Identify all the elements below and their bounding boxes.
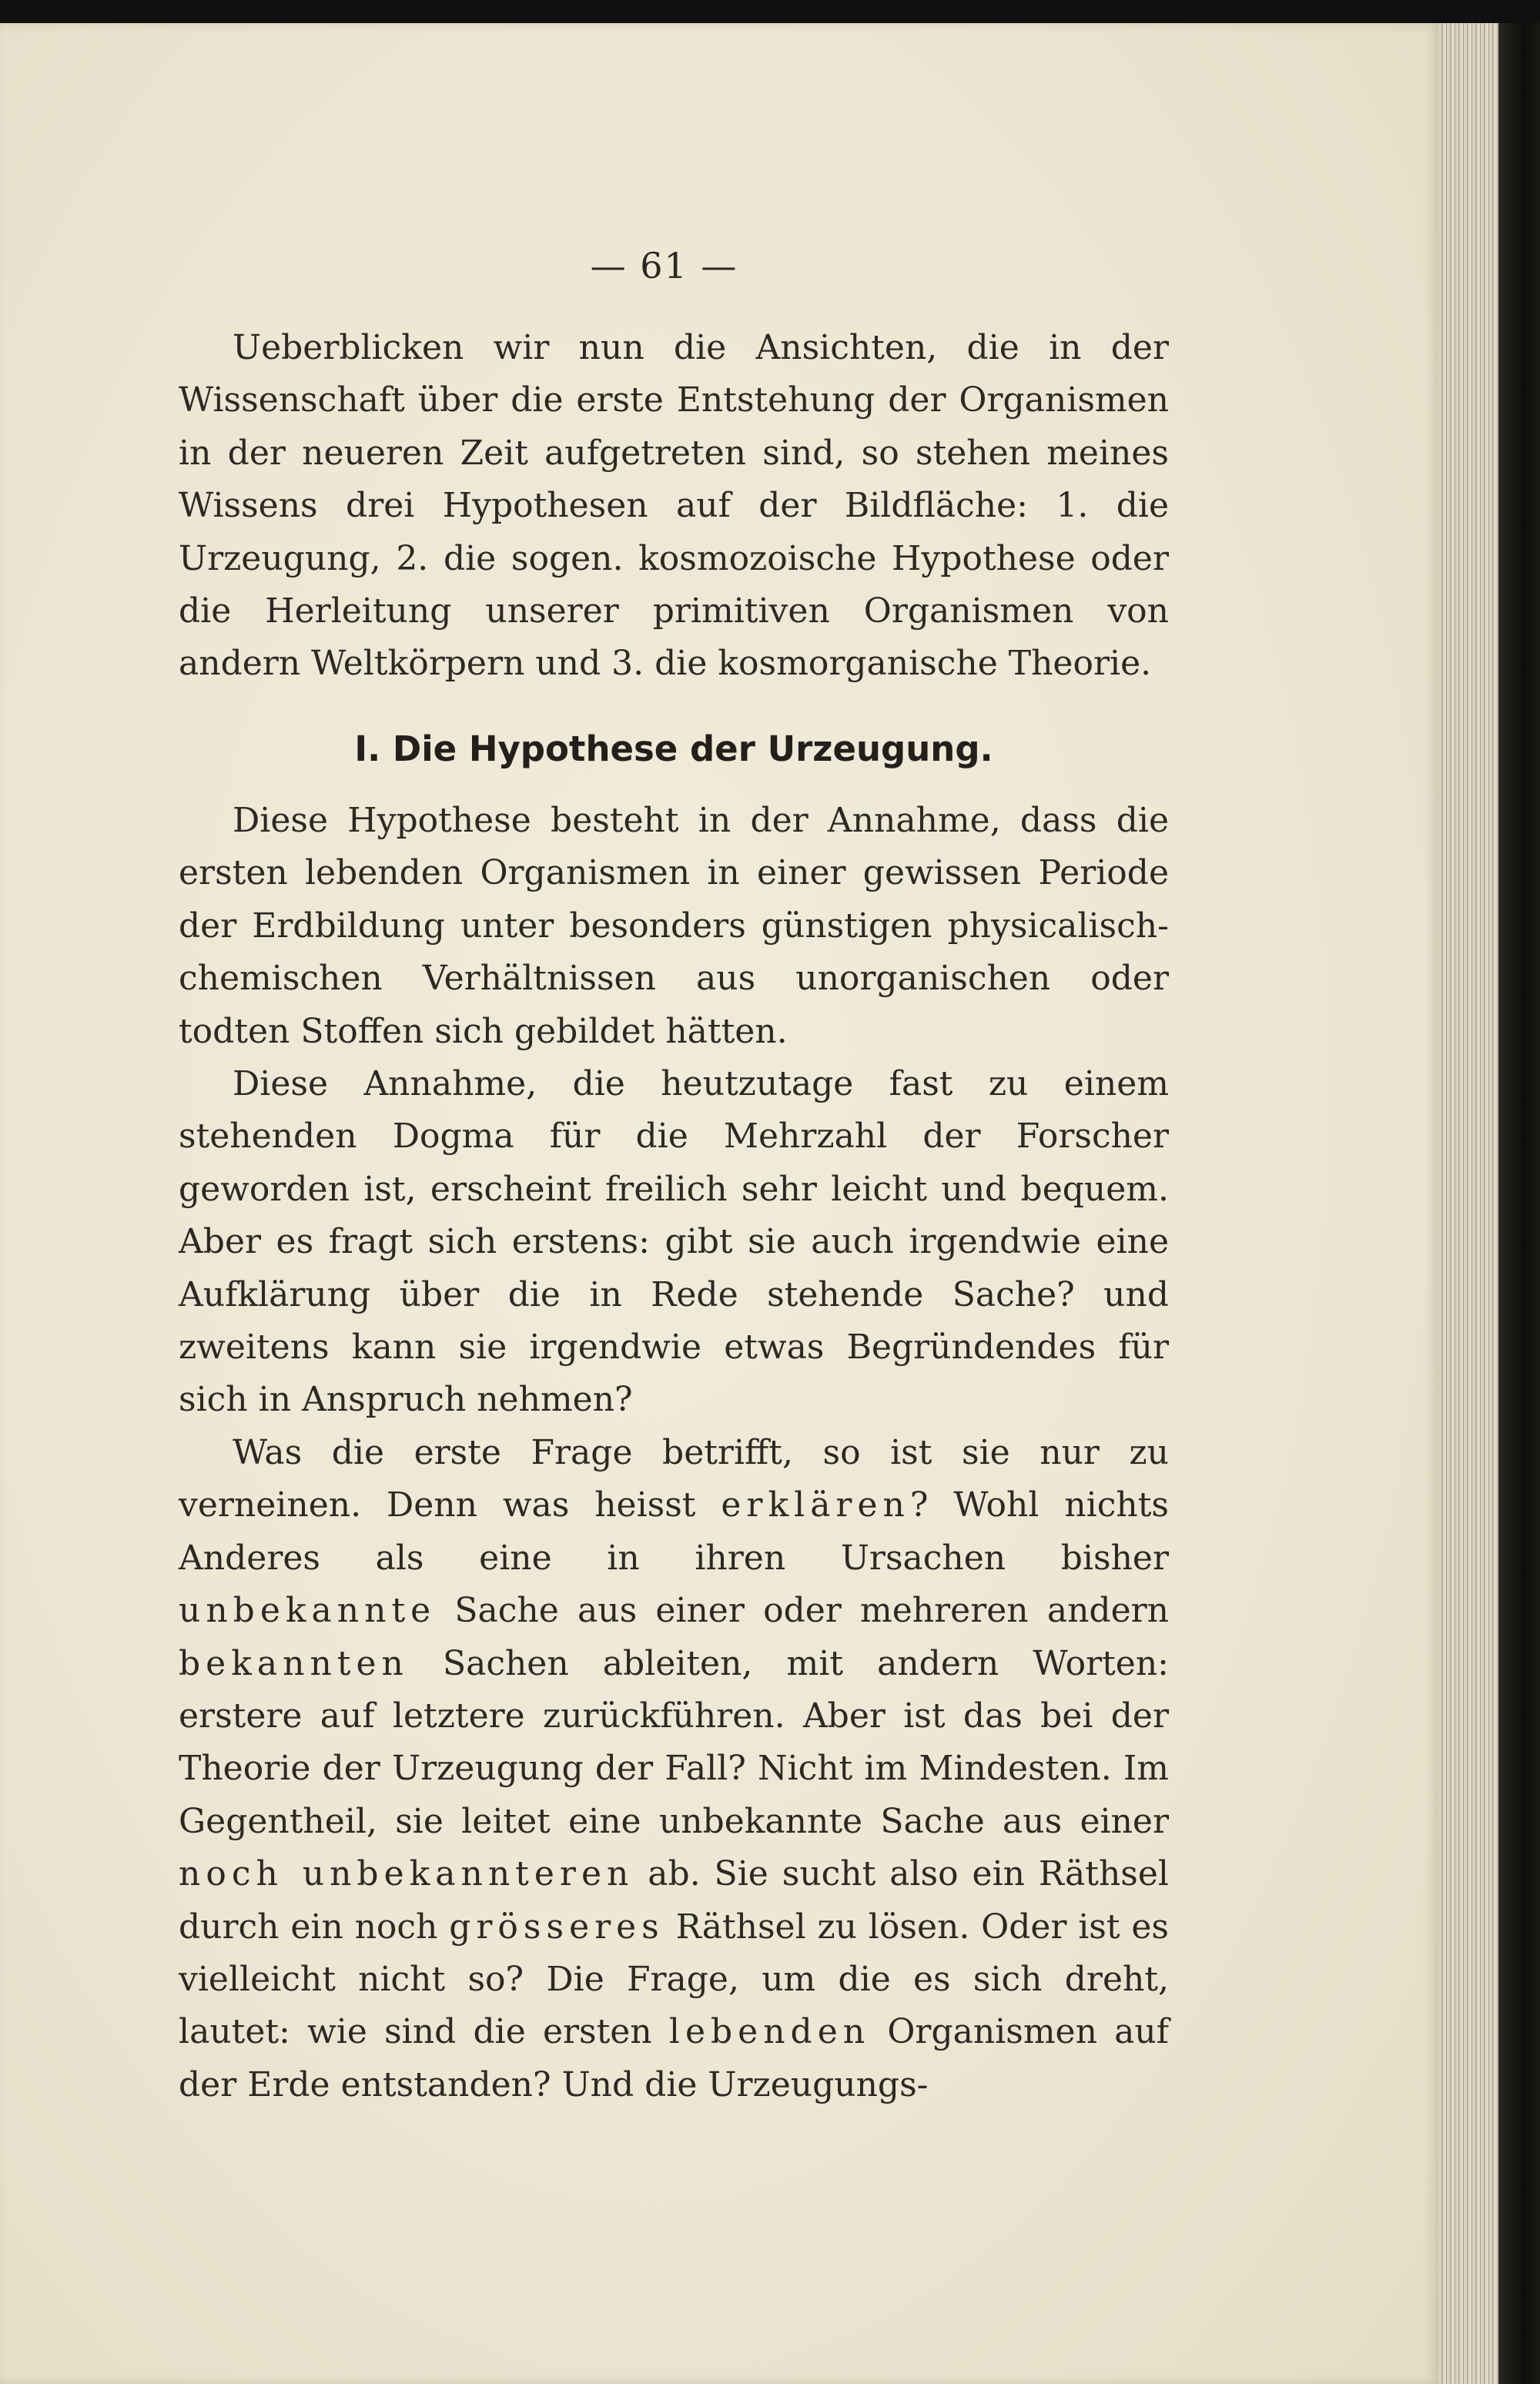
emphasis-noch-unbekannteren: noch unbekannteren (179, 1854, 634, 1894)
page-number: — 61 — (590, 245, 738, 286)
emphasis-lebenden: lebenden (668, 2012, 871, 2052)
text-run: Was die erste Frage betrifft, so ist sie nur zu verneinen. Denn was heisst (179, 1432, 1169, 1525)
body-paragraph-3 (179, 1427, 1169, 2111)
emphasis-erklaeren: erklären (721, 1485, 910, 1525)
text-run: ab. Sie sucht also ein Räthsel durch ein noch (179, 1854, 1169, 1947)
body-section (179, 795, 1169, 2111)
section-heading: I. Die Hypothese der Urzeugung. (354, 728, 993, 769)
text-run: Sache aus einer oder mehreren andern (436, 1591, 1169, 1631)
body-paragraph-1: Diese Hypothese besteht in der Annahme, dass die ersten lebenden Organismen in einer gewissen Periode der Erdbildung unter besonders günstigen physicalisch-chemischen Verhältnissen aus unorganischen oder todten Stoffen sich gebildet hätten. (179, 801, 1169, 1051)
intro-section (179, 322, 1169, 691)
text-run: Räthsel zu lösen. Oder ist es vielleicht nicht so? Die Frage, um die es sich dreht, lautet: wie sind die ersten (179, 1907, 1170, 2052)
text-run: Organismen auf der Erde entstanden? Und die Urzeugungs- (179, 2012, 1170, 2104)
page-edges (1438, 23, 1498, 2384)
text-run: Sachen ableiten, mit andern Worten: erstere auf letztere zurückführen. Aber ist das bei der Theorie der Urzeugung der Fall? Nicht im Mindesten. Im Gegentheil, sie leitet eine unbekannte Sache aus einer (179, 1643, 1169, 1841)
emphasis-unbekannte: unbekannte (179, 1591, 437, 1631)
body-paragraph-2: Diese Annahme, die heutzutage fast zu einem stehenden Dogma für die Mehrzahl der Forscher geworden ist, erscheint freilich sehr leicht und bequem. Aber es fragt sich erstens: gibt sie auch irgendwie eine Aufklärung über die in Rede stehende Sache? und zweitens kann sie irgendwie etwas Begründendes für sich in Anspruch nehmen? (179, 1064, 1169, 1420)
intro-paragraph: Ueberblicken wir nun die Ansichten, die in der Wissenschaft über die erste Entstehung der Organismen in der neueren Zeit aufgetreten sind, so stehen meines Wissens drei Hypothesen auf der Bildfläche: 1. die Urzeugung, 2. die sogen. kosmozoische Hypothese oder die Herleitung unserer primitiven Organismen von andern Weltkörpern und 3. die kosmorganische Theorie. (179, 328, 1169, 684)
emphasis-groesseres: grösseres (449, 1907, 665, 1947)
emphasis-bekannten: bekannten (179, 1643, 409, 1683)
text-run: ? Wohl nichts Anderes als eine in ihren Ursachen bisher (179, 1485, 1169, 1578)
book-binding (1498, 23, 1540, 2384)
